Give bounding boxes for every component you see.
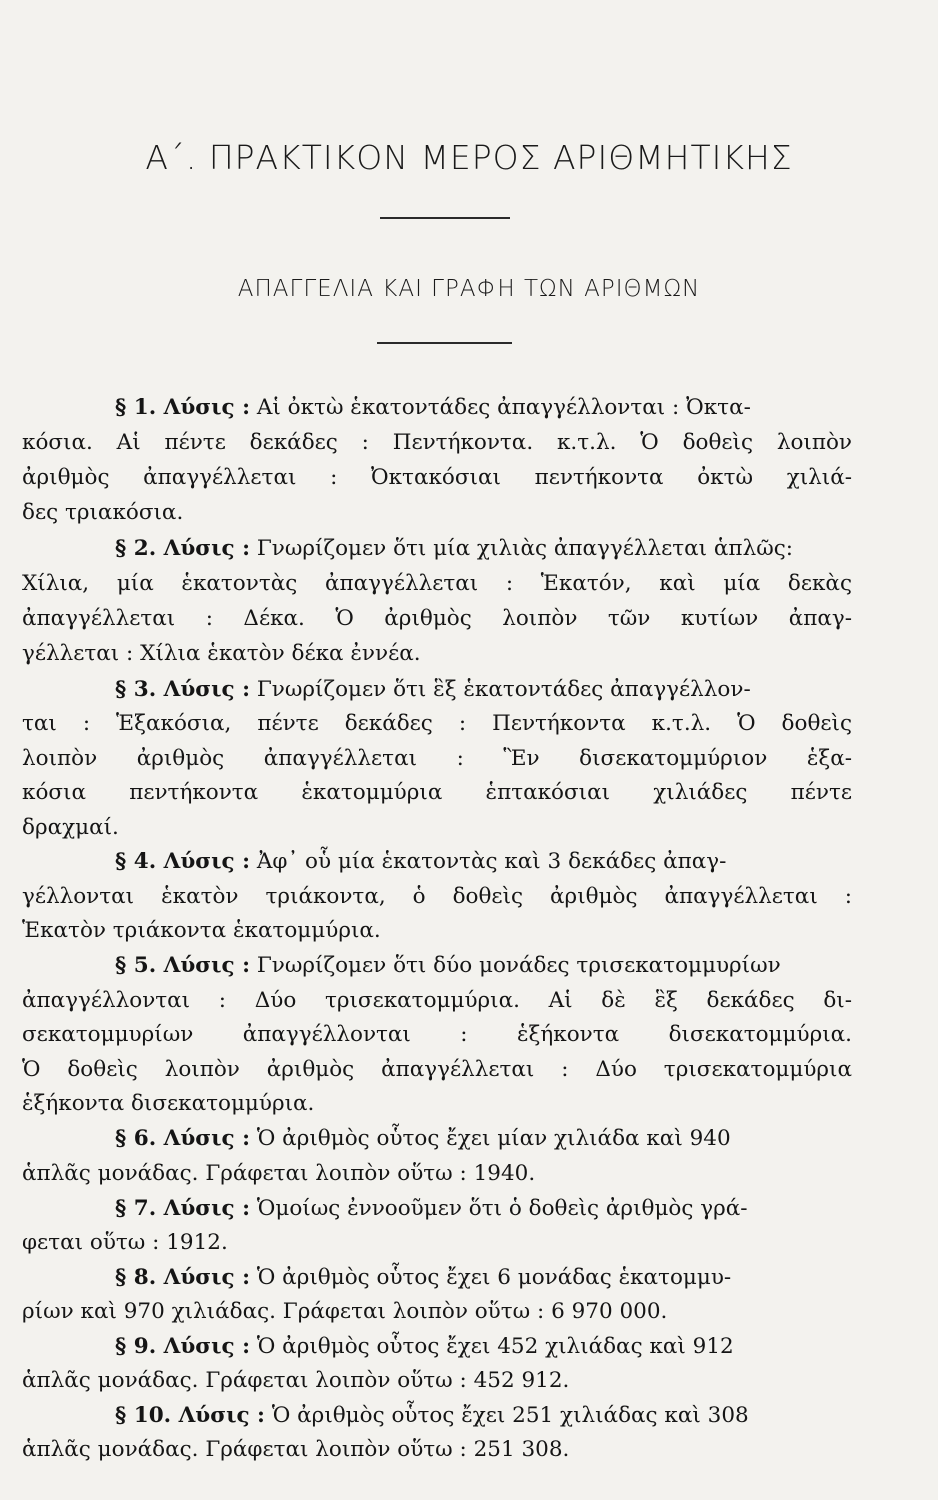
paragraph-line: Ἀφ᾽ οὗ μία ἑκατοντὰς καὶ 3 δεκάδες ἀπαγ- (256, 849, 727, 874)
paragraph-line: ἁπλᾶς μονάδας. Γράφεται λοιπὸν οὕτω : 452 912. (22, 1368, 570, 1393)
paragraph-line: Ὁ ἀριθμὸς οὗτος ἔχει 6 μονάδας ἑκατομμυ- (256, 1265, 732, 1290)
paragraph-line: Ὁ ἀριθμὸς οὗτος ἔχει 251 χιλιάδας καὶ 308 (271, 1403, 749, 1428)
paragraph-label: § 3. Λύσις : (115, 677, 251, 702)
paragraph-label: § 9. Λύσις : (115, 1334, 251, 1359)
paragraph-label: § 6. Λύσις : (115, 1126, 251, 1151)
paragraph-line: σεκατομμυρίων ἀπαγγέλλονται : ἑξήκοντα δισεκατομμύρια. (22, 1022, 852, 1047)
paragraph-line: Γνωρίζομεν ὅτι ἓξ ἑκατοντάδες ἀπαγγέλλον- (256, 677, 751, 702)
subtitle-divider (377, 342, 512, 344)
paragraph-line: ρίων καὶ 970 χιλιάδας. Γράφεται λοιπὸν οὕτω : 6 970 000. (22, 1299, 668, 1324)
paragraph-line: Γνωρίζομεν ὅτι δύο μονάδες τρισεκατομμυρίων (256, 953, 781, 978)
paragraph-line: ἀπαγγέλλονται : Δύο τρισεκατομμύρια. Αἱ δὲ ἓξ δεκάδες δι- (22, 988, 852, 1013)
paragraph-1 (115, 394, 852, 422)
paragraph-6 (115, 1125, 852, 1153)
paragraph-label: § 10. Λύσις : (115, 1403, 265, 1428)
paragraph-line: ἀπαγγέλλεται : Δέκα. Ὁ ἀριθμὸς λοιπὸν τῶν κυτίων ἀπαγ- (22, 606, 852, 631)
paragraph-line: Γνωρίζομεν ὅτι μία χιλιὰς ἀπαγγέλλεται ἁπλῶς: (256, 536, 794, 561)
paragraph-7 (115, 1195, 852, 1223)
paragraph-line: ἑξήκοντα δισεκατομμύρια. (22, 1091, 315, 1116)
paragraph-line: ται : Ἑξακόσια, πέντε δεκάδες : Πεντήκοντα κ.τ.λ. Ὁ δοθεὶς (22, 711, 852, 736)
paragraph-line: ἁπλᾶς μονάδας. Γράφεται λοιπὸν οὕτω : 1940. (22, 1161, 536, 1186)
paragraph-line: λοιπὸν ἀριθμὸς ἀπαγγέλλεται : Ἓν δισεκατομμύριον ἑξα- (22, 746, 852, 771)
paragraph-3 (115, 676, 852, 704)
paragraph-line: κόσια πεντήκοντα ἑκατομμύρια ἑπτακόσιαι χιλιάδες πέντε (22, 780, 852, 805)
paragraph-line: ἀριθμὸς ἀπαγγέλλεται : Ὀκτακόσιαι πεντήκοντα ὀκτὼ χιλιά- (22, 465, 852, 490)
paragraph-line: Ἑκατὸν τριάκοντα ἑκατομμύρια. (22, 918, 381, 943)
page-title: Α΄. ΠΡΑΚΤΙΚΟΝ ΜΕΡΟΣ ΑΡΙΘΜΗΤΙΚΗΣ (145, 138, 793, 177)
paragraph-line: Ὁ δοθεὶς λοιπὸν ἀριθμὸς ἀπαγγέλλεται : Δύο τρισεκατομμύρια (22, 1057, 852, 1082)
paragraph-5 (115, 952, 852, 980)
paragraph-line: γέλλονται ἑκατὸν τριάκοντα, ὁ δοθεὶς ἀριθμὸς ἀπαγγέλλεται : (22, 884, 852, 909)
paragraph-8 (115, 1264, 852, 1292)
paragraph-line: δραχμαί. (22, 815, 119, 840)
paragraph-line: φεται οὕτω : 1912. (22, 1230, 228, 1255)
paragraph-label: § 7. Λύσις : (115, 1196, 251, 1221)
paragraph-label: § 5. Λύσις : (115, 953, 251, 978)
paragraph-line: κόσια. Αἱ πέντε δεκάδες : Πεντήκοντα. κ.τ.λ. Ὁ δοθεὶς λοιπὸν (22, 430, 852, 455)
paragraph-line: γέλλεται : Χίλια ἑκατὸν δέκα ἐννέα. (22, 641, 421, 666)
paragraph-label: § 1. Λύσις : (115, 395, 251, 420)
paragraph-line: ἁπλᾶς μονάδας. Γράφεται λοιπὸν οὕτω : 251 308. (22, 1437, 570, 1462)
paragraph-line: Αἱ ὀκτὼ ἑκατοντάδες ἀπαγγέλλονται : Ὀκτα- (256, 395, 751, 420)
paragraph-9 (115, 1333, 852, 1361)
paragraph-4 (115, 848, 852, 876)
paragraph-line: Ὁ ἀριθμὸς οὗτος ἔχει 452 χιλιάδας καὶ 912 (256, 1334, 734, 1359)
paragraph-2 (115, 535, 852, 563)
paragraph-line: Ὁμοίως ἐννοοῦμεν ὅτι ὁ δοθεὶς ἀριθμὸς γρά- (256, 1196, 748, 1221)
paragraph-label: § 8. Λύσις : (115, 1265, 251, 1290)
paragraph-line: Χίλια, μία ἑκατοντὰς ἀπαγγέλλεται : Ἑκατόν, καὶ μία δεκὰς (22, 571, 852, 596)
paragraph-10 (115, 1402, 852, 1430)
paragraph-label: § 4. Λύσις : (115, 849, 251, 874)
paragraph-line: δες τριακόσια. (22, 500, 184, 525)
title-divider (380, 217, 510, 219)
paragraph-label: § 2. Λύσις : (115, 536, 251, 561)
section-subtitle: ΑΠΑΓΓΕΛΙΑ ΚΑΙ ΓΡΑΦΗ ΤΩΝ ΑΡΙΘΜΩΝ (237, 276, 701, 302)
paragraph-line: Ὁ ἀριθμὸς οὗτος ἔχει μίαν χιλιάδα καὶ 940 (256, 1126, 731, 1151)
